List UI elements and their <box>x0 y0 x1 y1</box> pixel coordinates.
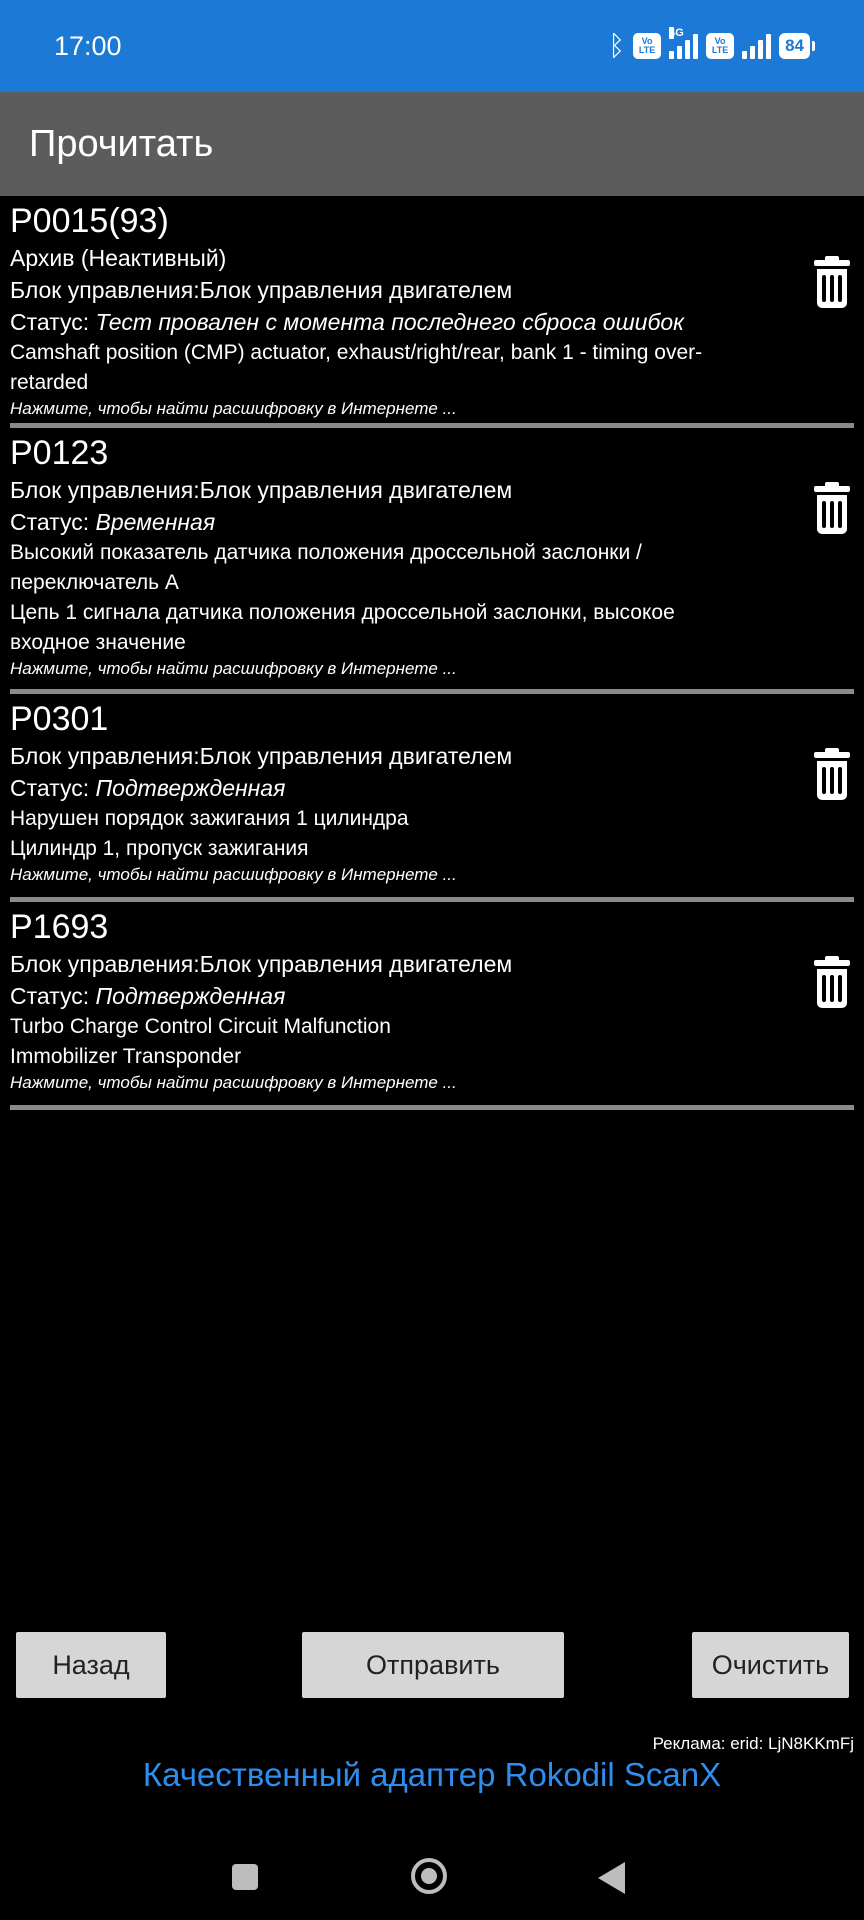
trash-icon[interactable] <box>814 960 850 1008</box>
dtc-module: Блок управления:Блок управления двигателем <box>10 743 513 769</box>
dtc-module: Блок управления:Блок управления двигателем <box>10 477 513 503</box>
trash-icon[interactable] <box>814 752 850 800</box>
dtc-status-label: Статус: <box>10 509 90 535</box>
app-bar <box>0 92 864 196</box>
status-icons <box>608 26 810 66</box>
dtc-code: P0301 <box>10 700 109 738</box>
recents-square-icon[interactable] <box>232 1864 258 1890</box>
status-time: 17:00 <box>54 30 122 61</box>
clear-button[interactable]: Очистить <box>692 1632 849 1698</box>
home-circle-icon[interactable] <box>411 1858 447 1894</box>
battery-icon: 84 <box>779 33 810 59</box>
dtc-status-label: Статус: <box>10 775 90 801</box>
dtc-status-value: Подтвержденная <box>95 983 286 1009</box>
signal-4g-icon <box>669 27 698 59</box>
dtc-search-link[interactable]: Нажмите, чтобы найти расшифровку в Интернете ... <box>10 399 457 418</box>
dtc-description-secondary: Immobilizer Transponder <box>10 1045 242 1068</box>
dtc-status-label: Статус: <box>10 983 90 1009</box>
dtc-module: Блок управления:Блок управления двигателем <box>10 277 513 303</box>
bluetooth-icon: ᛒ <box>608 30 626 61</box>
dtc-item[interactable] <box>10 694 854 902</box>
dtc-archive: Архив (Неактивный) <box>10 245 227 271</box>
volte-icon: Vo LTE <box>706 33 734 59</box>
send-button[interactable]: Отправить <box>302 1632 564 1698</box>
dtc-item[interactable] <box>10 196 854 428</box>
dtc-status <box>10 980 744 1012</box>
dtc-description-secondary: Цепь 1 сигнала датчика положения дроссельной заслонки, высокое входное значение <box>10 601 675 654</box>
back-button[interactable]: Назад <box>16 1632 166 1698</box>
navigation-bar <box>0 1840 864 1910</box>
dtc-item[interactable] <box>10 428 854 694</box>
dtc-code: P0015(93) <box>10 202 169 240</box>
dtc-description-secondary: Цилиндр 1, пропуск зажигания <box>10 837 309 860</box>
network-type-label: 4G <box>669 27 684 39</box>
dtc-search-link[interactable]: Нажмите, чтобы найти расшифровку в Интернете ... <box>10 1073 457 1092</box>
dtc-search-link[interactable]: Нажмите, чтобы найти расшифровку в Интернете ... <box>10 865 457 884</box>
dtc-code: P0123 <box>10 434 109 472</box>
status-bar <box>0 0 864 92</box>
dtc-status-value: Временная <box>95 509 216 535</box>
back-triangle-icon[interactable] <box>598 1862 625 1894</box>
dtc-status <box>10 772 744 804</box>
dtc-module: Блок управления:Блок управления двигателем <box>10 951 513 977</box>
dtc-description: Высокий показатель датчика положения дроссельной заслонки / переключатель А <box>10 541 642 594</box>
trash-icon[interactable] <box>814 260 850 308</box>
dtc-search-link[interactable]: Нажмите, чтобы найти расшифровку в Интернете ... <box>10 659 457 678</box>
dtc-status-label: Статус: <box>10 309 90 335</box>
ad-link[interactable]: Качественный адаптер Rokodil ScanX <box>142 1756 722 1793</box>
signal-icon <box>742 33 771 59</box>
ad-label: Реклама: erid: LjN8KKmFj <box>652 1734 854 1753</box>
dtc-item[interactable] <box>10 902 854 1110</box>
dtc-list <box>0 196 864 1110</box>
trash-icon[interactable] <box>814 486 850 534</box>
dtc-description: Camshaft position (CMP) actuator, exhaust/right/rear, bank 1 - timing over-retarded <box>10 341 703 394</box>
dtc-description: Нарушен порядок зажигания 1 цилиндра <box>10 807 409 830</box>
volte-icon: Vo LTE <box>633 33 661 59</box>
dtc-status <box>10 306 744 338</box>
dtc-status-value: Подтвержденная <box>95 775 286 801</box>
dtc-code: P1693 <box>10 908 109 946</box>
dtc-description: Turbo Charge Control Circuit Malfunction <box>10 1015 391 1038</box>
dtc-status-value: Тест провален с момента последнего сброса ошибок <box>95 309 685 335</box>
page-title: Прочитать <box>29 122 214 165</box>
dtc-status <box>10 506 744 538</box>
